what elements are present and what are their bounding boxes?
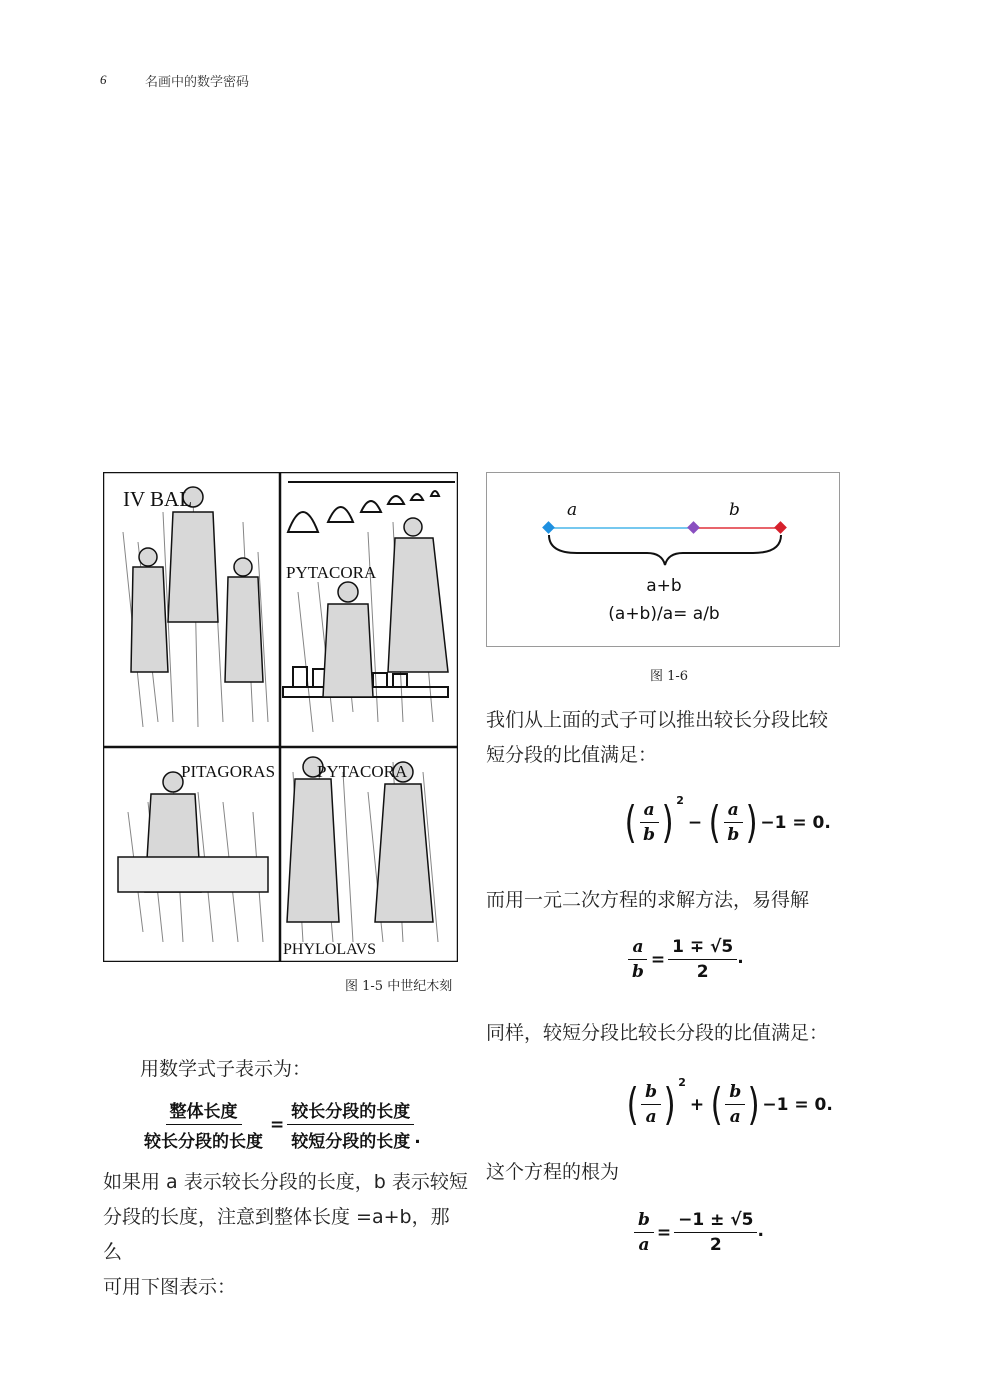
eq4-lhs-num: b <box>634 1210 654 1233</box>
eq1-frac1-num: a <box>640 800 659 823</box>
label-b: b <box>729 500 740 520</box>
point-end <box>774 521 787 534</box>
left-paragraph-line-3: 可用下图表示： <box>103 1276 237 1298</box>
formula-right-denominator: 较短分段的长度 <box>291 1132 411 1152</box>
eq3-frac2-num: b <box>725 1082 745 1105</box>
eq2-rhs-num: 1 ∓ √5 <box>668 937 737 960</box>
figure-1-6-caption: 图 1-6 <box>650 669 689 684</box>
eq4-rhs-den: 2 <box>709 1235 722 1255</box>
eq1-operator: − <box>687 812 703 833</box>
eq4-lhs-den: a <box>638 1235 650 1255</box>
right-paragraph-1-line-1: 我们从上面的式子可以推出较长分段比较 <box>486 709 829 731</box>
woodcut-label-pitagoras: PITAGORAS <box>181 762 276 781</box>
medieval-woodcut-figure <box>103 472 458 962</box>
eq1-frac2-num: a <box>724 800 743 823</box>
eq3-power: 2 <box>678 1076 686 1089</box>
left-paragraph <box>103 1165 468 1305</box>
figure-1-6-box <box>486 472 840 647</box>
label-a-plus-b: a+b <box>646 576 682 596</box>
eq4-rhs-num: −1 ± √5 <box>674 1210 757 1233</box>
eq3-frac1-num: b <box>641 1082 661 1105</box>
right-paragraph-3: 同样，较短分段比较长分段的比值满足： <box>486 1022 829 1044</box>
woodcut-label-pytacora-2: PYTACORA <box>317 762 408 781</box>
eq1-tail: −1 = 0. <box>760 812 831 833</box>
formula-right-fraction <box>287 1097 414 1152</box>
label-a: a <box>567 500 578 520</box>
formula-left-numerator: 整体长度 <box>166 1097 242 1125</box>
figure-1-5-caption: 图 1-5 中世纪木刻 <box>345 979 453 994</box>
equation-2 <box>628 937 744 982</box>
right-paragraph-1-line-2: 短分段的比值满足： <box>486 744 658 766</box>
eq3-frac2-den: a <box>729 1107 741 1127</box>
label-ratio: (a+b)/a= a/b <box>608 604 720 624</box>
formula-left-denominator: 较长分段的长度 <box>144 1132 263 1152</box>
woodcut-illustration <box>103 472 458 962</box>
formula-period: . <box>414 1128 421 1148</box>
eq3-frac1-den: a <box>645 1107 657 1127</box>
woodcut-label-jubal: IV BAL <box>123 487 193 511</box>
eq2-equals: = <box>650 949 666 970</box>
ratio-formula <box>140 1097 421 1152</box>
equation-4 <box>634 1210 764 1255</box>
eq3-tail: −1 = 0. <box>762 1094 833 1115</box>
right-paragraph-4: 这个方程的根为 <box>486 1161 620 1183</box>
eq1-power: 2 <box>676 794 684 807</box>
woodcut-label-pytacora-1: PYTACORA <box>286 563 377 582</box>
formula-intro: 用数学式子表示为： <box>140 1058 312 1080</box>
equation-3: ( $\frac{b}{a}$ ) 2 + ( $\frac{b}{a}$ ) −1 = 0. <box>626 1076 833 1130</box>
eq2-lhs-num: a <box>628 937 647 960</box>
equation-1: ( $\frac{a}{b}$ ) 2 − ( $\frac{a}{b}$ ) −1 = 0. <box>624 794 831 848</box>
eq1-frac2-den: b <box>727 825 740 845</box>
right-paragraph-1 <box>486 703 856 773</box>
eq3-operator: + <box>689 1094 705 1115</box>
eq4-period: . <box>757 1221 764 1241</box>
formula-left-fraction <box>140 1097 267 1152</box>
formula-right-numerator: 较长分段的长度 <box>287 1097 414 1125</box>
running-head-title: 名画中的数学密码 <box>145 75 250 90</box>
point-start <box>542 521 555 534</box>
point-middle <box>687 521 700 534</box>
left-paragraph-line-2: 分段的长度，注意到整体长度 =a+b，那么 <box>103 1206 450 1263</box>
brace <box>549 535 781 565</box>
left-paragraph-line-1: 如果用 a 表示较长分段的长度，b 表示较短 <box>103 1171 468 1193</box>
eq4-equals: = <box>656 1222 672 1243</box>
page-number: 6 <box>100 72 107 87</box>
woodcut-label-phylolaus: PHYLOLAVS <box>283 941 377 958</box>
right-paragraph-2: 而用一元二次方程的求解方法，易得解 <box>486 889 810 911</box>
eq2-lhs-den: b <box>632 962 644 982</box>
formula-equals: = <box>270 1114 285 1135</box>
golden-ratio-segment-diagram <box>487 473 841 648</box>
eq1-frac1-den: b <box>643 825 656 845</box>
eq2-rhs-den: 2 <box>696 962 709 982</box>
eq2-period: . <box>737 948 744 968</box>
